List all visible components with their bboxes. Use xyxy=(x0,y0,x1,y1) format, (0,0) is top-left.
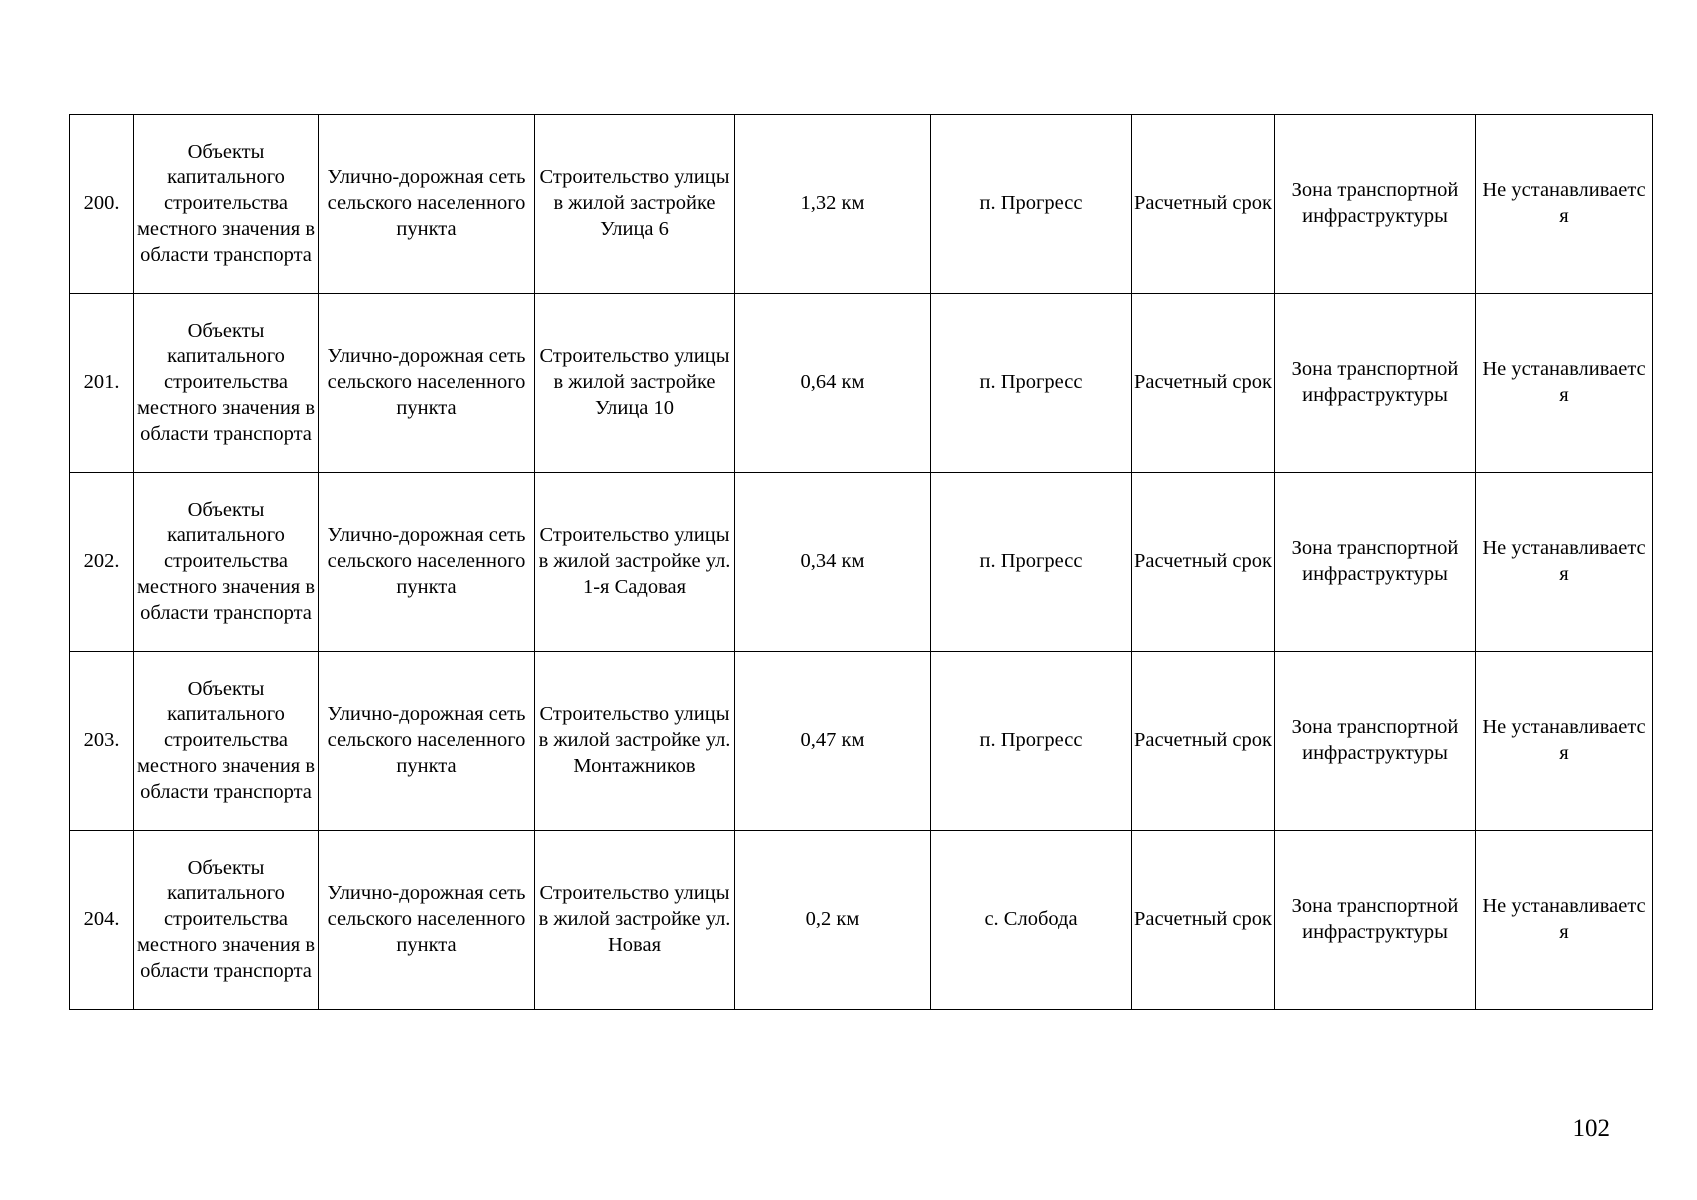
location-cell: п. Прогресс xyxy=(931,652,1132,831)
object-name-cell: Строительство улицы в жилой застройке ул. Новая xyxy=(535,831,735,1010)
table-body xyxy=(70,115,1653,1010)
table-row xyxy=(70,831,1653,1010)
restriction-cell: Не устанавливаетс я xyxy=(1476,115,1653,294)
length-cell: 1,32 км xyxy=(735,115,931,294)
restriction-cell: Не устанавливаетс я xyxy=(1476,294,1653,473)
object-name-cell: Строительство улицы в жилой застройке ул. 1-я Садовая xyxy=(535,473,735,652)
term-cell: Расчетный срок xyxy=(1132,115,1275,294)
restriction-cell: Не устанавливаетс я xyxy=(1476,831,1653,1010)
row-number-cell: 204. xyxy=(70,831,134,1010)
row-number-cell: 203. xyxy=(70,652,134,831)
location-cell: п. Прогресс xyxy=(931,294,1132,473)
zone-cell: Зона транспортной инфраструктуры xyxy=(1275,473,1476,652)
length-cell: 0,34 км xyxy=(735,473,931,652)
object-type-cell: Улично-дорожная сеть сельского населенного пункта xyxy=(319,294,535,473)
location-cell: п. Прогресс xyxy=(931,473,1132,652)
table-row xyxy=(70,473,1653,652)
location-cell: с. Слобода xyxy=(931,831,1132,1010)
object-category-cell: Объекты капитального строительства местного значения в области транспорта xyxy=(134,831,319,1010)
zone-cell: Зона транспортной инфраструктуры xyxy=(1275,115,1476,294)
object-category-cell: Объекты капитального строительства местного значения в области транспорта xyxy=(134,473,319,652)
zone-cell: Зона транспортной инфраструктуры xyxy=(1275,652,1476,831)
object-name-cell: Строительство улицы в жилой застройке Улица 10 xyxy=(535,294,735,473)
page-number: 102 xyxy=(1572,1115,1610,1142)
object-category-cell: Объекты капитального строительства местного значения в области транспорта xyxy=(134,115,319,294)
object-name-cell: Строительство улицы в жилой застройке ул. Монтажников xyxy=(535,652,735,831)
term-cell: Расчетный срок xyxy=(1132,652,1275,831)
zone-cell: Зона транспортной инфраструктуры xyxy=(1275,294,1476,473)
zone-cell: Зона транспортной инфраструктуры xyxy=(1275,831,1476,1010)
table-row xyxy=(70,294,1653,473)
term-cell: Расчетный срок xyxy=(1132,831,1275,1010)
term-cell: Расчетный срок xyxy=(1132,294,1275,473)
length-cell: 0,64 км xyxy=(735,294,931,473)
object-type-cell: Улично-дорожная сеть сельского населенного пункта xyxy=(319,652,535,831)
object-category-cell: Объекты капитального строительства местного значения в области транспорта xyxy=(134,294,319,473)
restriction-cell: Не устанавливаетс я xyxy=(1476,473,1653,652)
length-cell: 0,2 км xyxy=(735,831,931,1010)
table-row xyxy=(70,652,1653,831)
restriction-cell: Не устанавливаетс я xyxy=(1476,652,1653,831)
length-cell: 0,47 км xyxy=(735,652,931,831)
table-row xyxy=(70,115,1653,294)
objects-table xyxy=(69,114,1653,1010)
object-name-cell: Строительство улицы в жилой застройке Улица 6 xyxy=(535,115,735,294)
object-type-cell: Улично-дорожная сеть сельского населенного пункта xyxy=(319,831,535,1010)
row-number-cell: 202. xyxy=(70,473,134,652)
object-type-cell: Улично-дорожная сеть сельского населенного пункта xyxy=(319,473,535,652)
row-number-cell: 201. xyxy=(70,294,134,473)
location-cell: п. Прогресс xyxy=(931,115,1132,294)
row-number-cell: 200. xyxy=(70,115,134,294)
term-cell: Расчетный срок xyxy=(1132,473,1275,652)
object-category-cell: Объекты капитального строительства местного значения в области транспорта xyxy=(134,652,319,831)
object-type-cell: Улично-дорожная сеть сельского населенного пункта xyxy=(319,115,535,294)
